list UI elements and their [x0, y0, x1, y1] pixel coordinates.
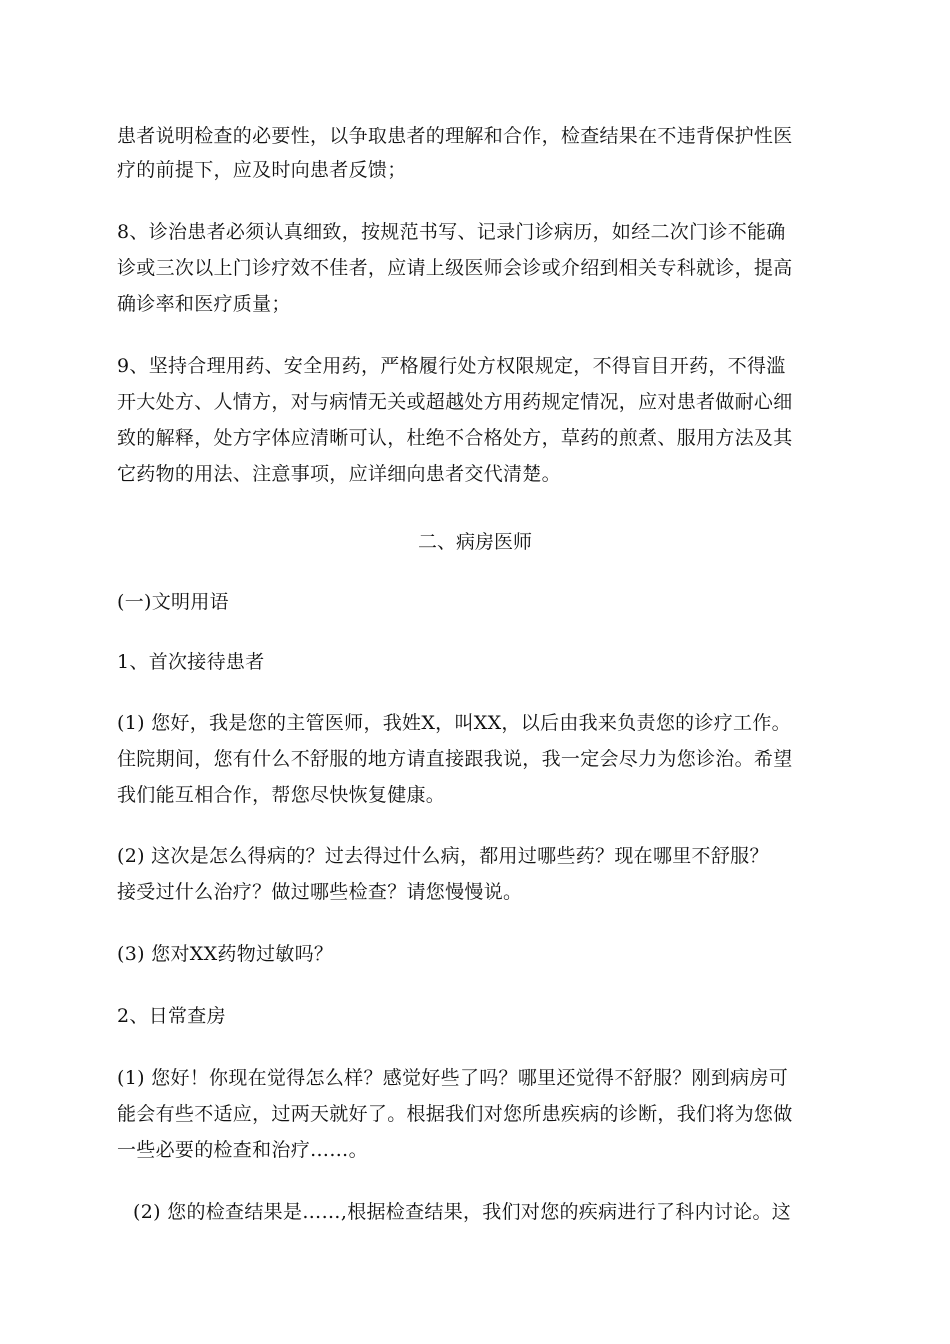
item-1-2-line-2: 接受过什么治疗？做过哪些检查？请您慢慢说。 [117, 881, 523, 903]
item-2-1-line-3: 一些必要的检查和治疗……。 [117, 1139, 368, 1161]
item-1-3: (3) 您对XX药物过敏吗？ [117, 943, 334, 965]
item-2-2-line-1: (2) 您的检查结果是……,根据检查结果，我们对您的疾病进行了科内讨论。这 [133, 1201, 792, 1223]
para-9-line-3: 致的解释，处方字体应清晰可认，杜绝不合格处方，草药的煎煮、服用方法及其 [117, 427, 793, 449]
item-1-1-line-2: 住院期间，您有什么不舒服的地方请直接跟我说，我一定会尽力为您诊治。希望 [117, 748, 793, 770]
subsection-heading: (一)文明用语 [117, 591, 229, 613]
para-8-line-2: 诊或三次以上门诊疗效不佳者，应请上级医师会诊或介绍到相关专科就诊，提高 [117, 257, 793, 279]
para-9-line-1: 9、坚持合理用药、安全用药，严格履行处方权限规定，不得盲目开药，不得滥 [117, 355, 786, 377]
item-2-1-line-2: 能会有些不适应，过两天就好了。根据我们对您所患疾病的诊断，我们将为您做 [117, 1103, 793, 1125]
item-1-1-line-1: (1) 您好，我是您的主管医师，我姓X，叫XX，以后由我来负责您的诊疗工作。 [117, 712, 791, 734]
para-9-line-4: 它药物的用法、注意事项，应详细向患者交代清楚。 [117, 463, 561, 485]
section-heading: 二、病房医师 [417, 531, 532, 553]
item-2-heading: 2、日常查房 [117, 1005, 226, 1027]
para-intro-line-1: 患者说明检查的必要性，以争取患者的理解和合作，检查结果在不违背保护性医 [117, 125, 793, 147]
item-1-heading: 1、首次接待患者 [117, 651, 265, 673]
para-8-line-1: 8、诊治患者必须认真细致，按规范书写、记录门诊病历，如经二次门诊不能确 [117, 221, 786, 243]
para-8-line-3: 确诊率和医疗质量； [117, 293, 291, 315]
item-1-1-line-3: 我们能互相合作，帮您尽快恢复健康。 [117, 784, 446, 806]
item-1-2-line-1: (2) 这次是怎么得病的？过去得过什么病，都用过哪些药？现在哪里不舒服？ [117, 845, 769, 867]
para-intro-line-2: 疗的前提下，应及时向患者反馈； [117, 159, 407, 181]
para-9-line-2: 开大处方、人情方，对与病情无关或超越处方用药规定情况，应对患者做耐心细 [117, 391, 793, 413]
item-2-1-line-1: (1) 您好！你现在觉得怎么样？感觉好些了吗？哪里还觉得不舒服？刚到病房可 [117, 1067, 789, 1089]
